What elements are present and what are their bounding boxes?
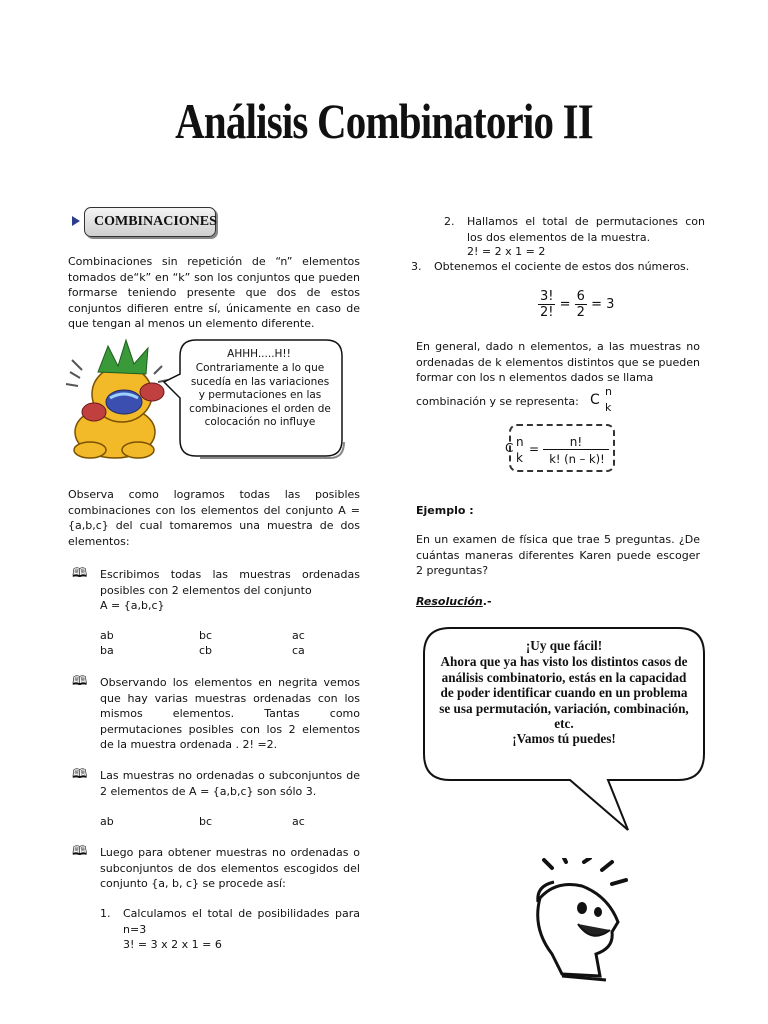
general-last-line: combinación y se representa: [416, 395, 579, 408]
table2-c1: bc [199, 815, 213, 828]
book-icon: 🕮 [72, 674, 88, 689]
page-title: Análisis Combinatorio II [175, 93, 593, 149]
shouting-man-icon [522, 858, 642, 982]
step-2-text: Hallamos el total de permutaciones con los dos elementos de la muestra. [467, 215, 705, 244]
table1-r1c2: ca [292, 644, 305, 657]
combination-symbol-c: C [590, 392, 600, 408]
item-3-text: Las muestras no ordenadas o subconjuntos de 2 elementos de A = {a,b,c} son sólo 3. [100, 769, 360, 798]
item-2-text: Observando los elementos en negrita vemos que hay varias muestras ordenadas con los mismos elementos. Tantas como permutaciones posibles con los 2 elementos de la muestra ordenada . 2! =2. [100, 676, 360, 751]
book-icon: 🕮 [72, 767, 88, 782]
formula2-n: n [516, 435, 524, 449]
step-1-equation: 3! = 3 x 2 x 1 = 6 [123, 938, 222, 951]
resolucion-word: Resolución [416, 595, 483, 608]
formula-quotient [538, 289, 614, 320]
table2-c2: ac [292, 815, 305, 828]
fraction-1 [538, 289, 555, 320]
bullet-arrow-icon [72, 216, 80, 226]
step-3-text: Obtenemos el cociente de estos dos números. [434, 260, 690, 273]
bubble-line-2: Contrariamente a lo que sucedía en las variaciones y permutaciones en las combinaciones el orden de colocación no influye [189, 362, 331, 429]
book-icon: 🕮 [72, 844, 88, 859]
fraction-2 [575, 289, 587, 320]
combination-symbol-k: k [605, 401, 612, 414]
step-1-text: Calculamos el total de posibilidades para n=3 [123, 907, 360, 936]
formula2-c: C [505, 441, 514, 455]
step-1-number: 1. [100, 907, 111, 920]
section-badge: COMBINACIONES [84, 207, 216, 237]
table1-r1c1: cb [199, 644, 213, 657]
ejemplo-label: Ejemplo : [416, 504, 474, 517]
intro-paragraph: Combinaciones sin repetición de “n” elementos tomados de“k” en “k” son los conjuntos que pueden formarse teniendo presente que dos de estos conjuntos difieren entre sí, únicamente en caso de que tengan al menos un elemento diferente. [68, 255, 360, 330]
step-3-number: 3. [411, 260, 422, 273]
observa-paragraph: Observa como logramos todas las posibles combinaciones con los elementos del conjunto A = {a,b,c} del cual tomaremos una muestra de dos elementos: [68, 488, 360, 548]
general-paragraph: En general, dado n elementos, a las muestras no ordenadas de k elementos distintos que se pueden formar con los n elementos dados se llama [416, 340, 700, 384]
step-2-equation: 2! = 2 x 1 = 2 [467, 245, 546, 258]
fraction-1-denominator: 2! [540, 305, 554, 320]
speech-line-2: Ahora que ya has visto los distintos casos de análisis combinatorio, estás en la capacidad de poder identificar cuando en un problema se usa permutación, variación, combinación, etc. [439, 654, 689, 731]
resolucion-suffix: .- [482, 595, 492, 608]
item-4-text: Luego para obtener muestras no ordenadas o subconjuntos de dos elementos escogidos del conjunto {a, b, c} se procede así: [100, 846, 360, 890]
ejemplo-text: En un examen de física que trae 5 preguntas. ¿De cuántas maneras diferentes Karen puede escoger 2 preguntas? [416, 533, 700, 577]
formula2-k: k [516, 451, 523, 465]
speech-line-3: ¡Vamos tú puedes! [512, 731, 616, 746]
table1-r0c0: ab [100, 629, 114, 642]
table1-r1c0: ba [100, 644, 114, 657]
equals-sign: = [559, 297, 571, 312]
book-icon: 🕮 [72, 566, 88, 581]
speech-line-1: ¡Uy que fácil! [525, 638, 603, 653]
formula2-equals: = [529, 442, 540, 456]
fraction-1-numerator: 3! [540, 289, 554, 304]
step-2-number: 2. [444, 215, 455, 228]
resolucion-label [416, 594, 492, 610]
formula-result: = 3 [591, 297, 615, 312]
formula2-numerator: n! [543, 435, 609, 450]
item-1-text: Escribimos todas las muestras ordenadas posibles con 2 elementos del conjunto [100, 568, 360, 597]
bubble-line-1: AHHH.....H!! [227, 348, 291, 360]
fraction-2-numerator: 6 [576, 289, 585, 304]
formula2-denominator: k! (n – k)! [549, 452, 605, 466]
table1-r0c2: ac [292, 629, 305, 642]
item-1-set: A = {a,b,c} [100, 599, 165, 612]
combination-symbol-n: n [605, 385, 612, 398]
table2-c0: ab [100, 815, 114, 828]
table1-r0c1: bc [199, 629, 213, 642]
fraction-2-denominator: 2 [576, 305, 585, 320]
